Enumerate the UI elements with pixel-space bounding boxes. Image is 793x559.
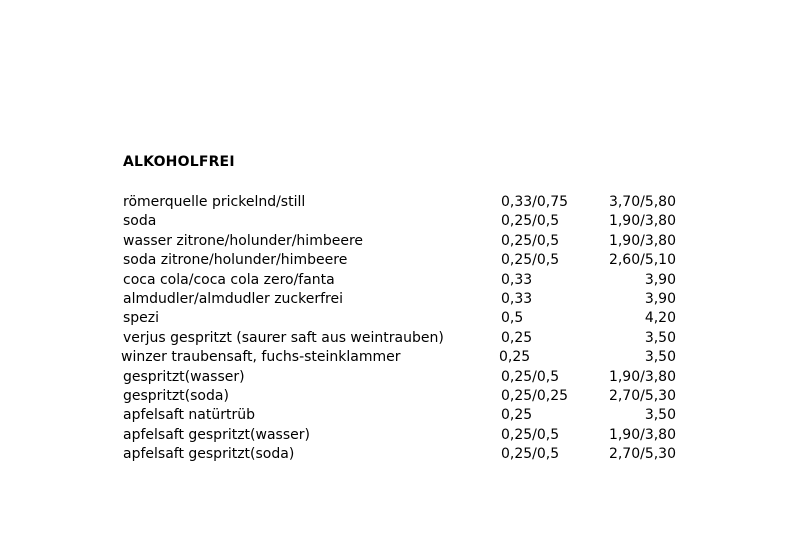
- drinks-list: [123, 193, 693, 464]
- list-item: [123, 426, 693, 445]
- list-item: [123, 445, 693, 464]
- item-name: römerquelle prickelnd/still: [123, 194, 306, 210]
- item-size: 0,25/0,5: [501, 368, 560, 385]
- list-item: [123, 232, 693, 251]
- item-size: 0,25/0,5: [501, 446, 560, 463]
- list-item: [123, 368, 693, 387]
- item-name: coca cola/coca cola zero/fanta: [123, 271, 335, 288]
- item-price: 2,60/5,10: [608, 252, 676, 269]
- item-price: 3,90: [644, 271, 676, 288]
- item-size: 0,33: [501, 271, 533, 288]
- item-size: 0,33: [501, 290, 533, 307]
- list-item: [123, 251, 693, 270]
- item-size: 0,25/0,25: [501, 387, 569, 404]
- item-name: spezi: [123, 310, 160, 327]
- item-name: verjus gespritzt (saurer saft aus weintrauben): [123, 329, 444, 346]
- item-size: 0,25/0,5: [501, 426, 560, 443]
- item-name: winzer traubensaft, fuchs-steinklammer: [121, 349, 401, 366]
- list-item: [123, 406, 693, 425]
- list-item: [123, 290, 693, 309]
- item-price: 3,50: [644, 407, 676, 424]
- item-price: 3,70/5,80: [608, 194, 676, 210]
- list-item: [123, 212, 693, 231]
- list-item: [123, 387, 693, 406]
- item-size: 0,25: [501, 407, 533, 424]
- list-item: [123, 193, 693, 212]
- item-price: 3,50: [644, 329, 676, 346]
- item-price: 3,50: [644, 349, 676, 366]
- item-size: 0,25/0,5: [501, 213, 560, 230]
- item-price: 4,20: [644, 310, 676, 327]
- item-price: 2,70/5,30: [608, 387, 676, 404]
- item-size: 0,25/0,5: [501, 252, 560, 269]
- section-heading: ALKOHOLFREI: [123, 154, 235, 170]
- item-size: 0,5: [501, 310, 524, 327]
- list-item: [123, 309, 693, 328]
- item-name: gespritzt(wasser): [123, 368, 245, 385]
- item-name: wasser zitrone/holunder/himbeere: [123, 232, 364, 249]
- item-size: 0,25: [499, 349, 531, 366]
- list-item: [123, 348, 693, 367]
- item-size: 0,25/0,5: [501, 232, 560, 249]
- item-price: 1,90/3,80: [608, 368, 676, 385]
- item-name: apfelsaft natürtrüb: [123, 407, 255, 424]
- list-item: [123, 271, 693, 290]
- item-name: gespritzt(soda): [123, 387, 229, 404]
- item-price: 1,90/3,80: [608, 213, 676, 230]
- item-name: apfelsaft gespritzt(wasser): [123, 426, 310, 443]
- item-name: soda zitrone/holunder/himbeere: [123, 252, 348, 269]
- item-price: 3,90: [644, 290, 676, 307]
- item-size: 0,25: [501, 329, 533, 346]
- item-size: 0,33/0,75: [501, 194, 569, 210]
- item-name: almdudler/almdudler zuckerfrei: [123, 290, 343, 307]
- item-price: 2,70/5,30: [608, 446, 676, 463]
- item-name: soda: [123, 213, 157, 230]
- item-price: 1,90/3,80: [608, 232, 676, 249]
- item-price: 1,90/3,80: [608, 426, 676, 443]
- item-name: apfelsaft gespritzt(soda): [123, 446, 295, 463]
- list-item: [123, 329, 693, 348]
